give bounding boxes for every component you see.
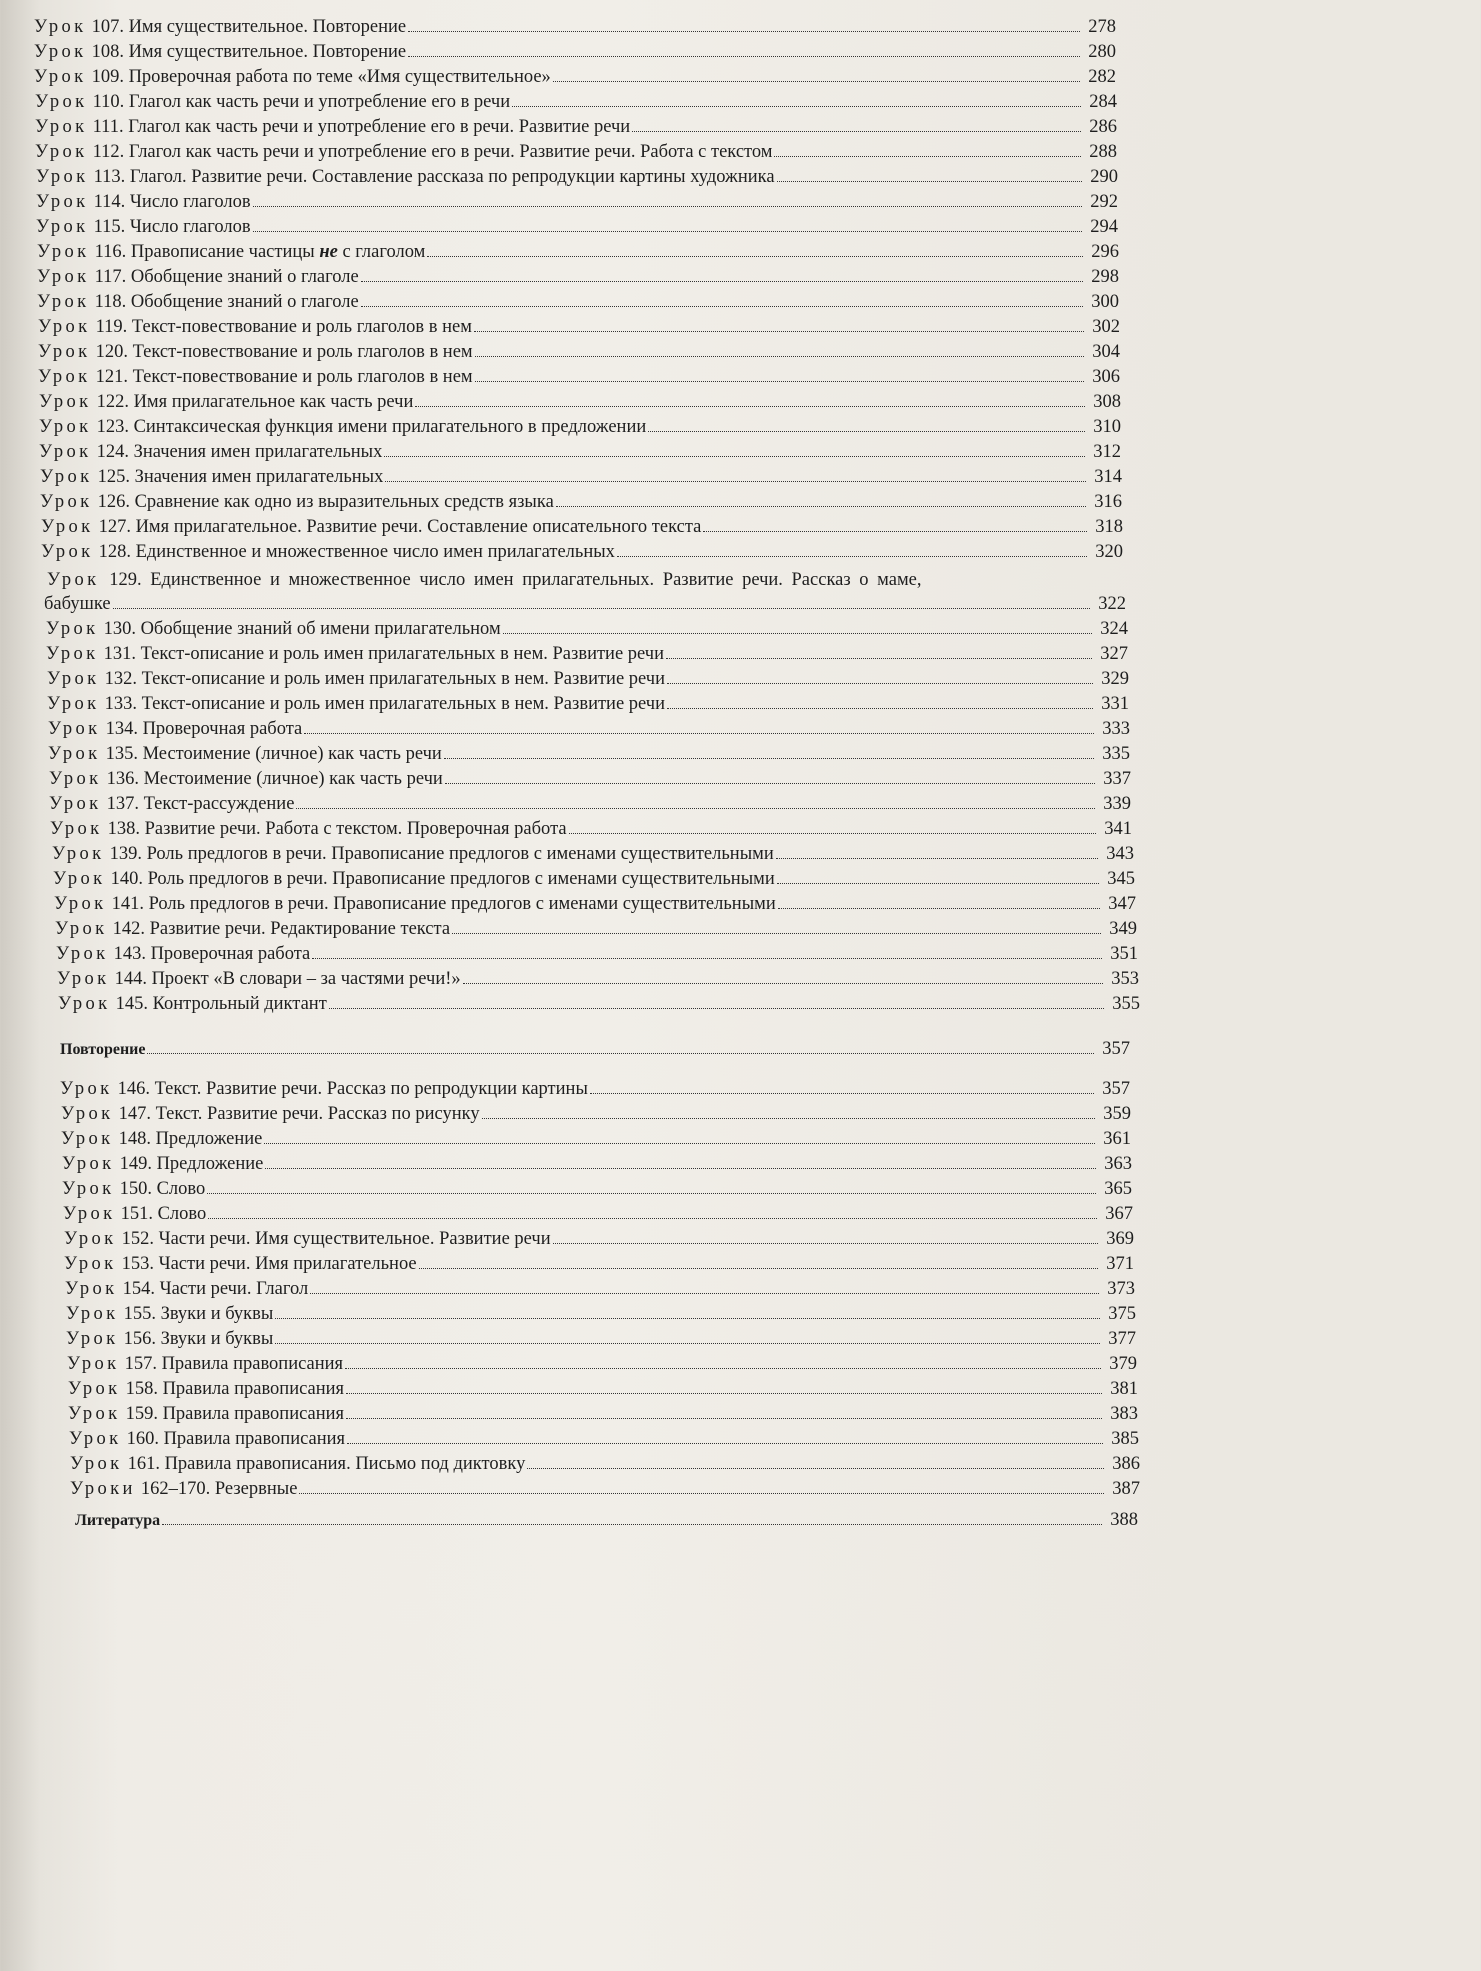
- lesson-title: 122. Имя прилагательное как часть речи: [96, 392, 414, 412]
- lesson-prefix: Урок: [65, 1279, 118, 1299]
- lesson-prefix: Урок: [48, 719, 101, 739]
- leader-dots: [345, 1367, 1101, 1369]
- lesson-prefix: Урок: [66, 1304, 119, 1324]
- lesson-prefix: Урок: [41, 517, 94, 537]
- leader-dots: [384, 455, 1085, 457]
- lesson-title: 140. Роль предлогов в речи. Правописание предлогов с именами существительными: [110, 869, 775, 889]
- page-number: 367: [1105, 1204, 1133, 1224]
- lesson-prefix: Урок: [36, 167, 89, 187]
- page-number: 306: [1092, 367, 1120, 387]
- lesson-prefix: Урок: [50, 819, 103, 839]
- lesson-prefix: Урок: [47, 570, 100, 590]
- lesson-title: 133. Текст-описание и роль имен прилагательных в нем. Развитие речи: [104, 694, 665, 714]
- leader-dots: [162, 1523, 1102, 1525]
- leader-dots: [777, 882, 1099, 884]
- toc-entry-147: [61, 1102, 1131, 1126]
- page-number: 278: [1088, 17, 1116, 37]
- lesson-title-continued: бабушке: [44, 594, 111, 614]
- page-number: 286: [1089, 117, 1117, 137]
- page-number: 333: [1102, 719, 1130, 739]
- lesson-prefix: Урок: [58, 994, 111, 1014]
- toc-entry-116: [37, 240, 1119, 264]
- toc-entry-149: [62, 1152, 1132, 1176]
- lesson-prefix: Урок: [69, 1429, 122, 1449]
- toc-entry-150: [62, 1177, 1132, 1201]
- leader-dots: [253, 230, 1082, 232]
- lesson-prefix: Урок: [36, 217, 89, 237]
- lesson-prefix: Урок: [34, 17, 87, 37]
- lesson-prefix: Урок: [60, 1079, 113, 1099]
- leader-dots: [264, 1142, 1095, 1144]
- toc-entry-121: [38, 365, 1120, 389]
- page-number: 347: [1108, 894, 1136, 914]
- lesson-title: 113. Глагол. Развитие речи. Составление рассказа по репродукции картины художника: [93, 167, 775, 187]
- toc-entry-132: [47, 667, 1129, 691]
- toc-entry-141: [54, 892, 1136, 916]
- page-number: 300: [1091, 292, 1119, 312]
- page-number: 280: [1088, 42, 1116, 62]
- lesson-title: 145. Контрольный диктант: [115, 994, 327, 1014]
- toc-entry-158: [68, 1377, 1138, 1401]
- leader-dots: [347, 1442, 1103, 1444]
- lesson-title: 137. Текст-рассуждение: [106, 794, 295, 814]
- lesson-prefix: Урок: [53, 869, 106, 889]
- page-number: 310: [1093, 417, 1121, 437]
- toc-entry-124: [39, 440, 1121, 464]
- lesson-title: 111. Глагол как часть речи и употребление его в речи. Развитие речи: [92, 117, 631, 137]
- leader-dots: [346, 1417, 1102, 1419]
- toc-entry-108: [34, 40, 1116, 64]
- leader-dots: [361, 280, 1083, 282]
- lesson-prefix: Урок: [38, 317, 91, 337]
- toc-entry-146: [60, 1077, 1130, 1101]
- lesson-title: 126. Сравнение как одно из выразительных средств языка: [97, 492, 554, 512]
- lesson-prefix: Урок: [67, 1354, 120, 1374]
- lesson-title: 127. Имя прилагательное. Развитие речи. Составление описательного текста: [98, 517, 702, 537]
- toc-entry-155: [66, 1302, 1136, 1326]
- page-number: 375: [1108, 1304, 1136, 1324]
- page-number: 349: [1109, 919, 1137, 939]
- lesson-prefix: Урок: [62, 1179, 115, 1199]
- page-number: 327: [1100, 644, 1128, 664]
- lesson-title: 130. Обобщение знаний об имени прилагательном: [103, 619, 501, 639]
- toc-entry-159: [68, 1402, 1138, 1426]
- lesson-title: 161. Правила правописания. Письмо под диктовку: [127, 1454, 526, 1474]
- toc-entry-127: [41, 515, 1123, 539]
- lesson-prefix: Урок: [63, 1204, 116, 1224]
- lesson-title: 116. Правописание частицы не с глаголом: [94, 242, 426, 262]
- page-number: 322: [1098, 594, 1126, 614]
- toc-entry-120: [38, 340, 1120, 364]
- lesson-prefix: Урок: [64, 1254, 117, 1274]
- toc-entry-125: [40, 465, 1122, 489]
- leader-dots: [553, 80, 1080, 82]
- toc-entry-107: [34, 15, 1116, 39]
- toc-entry-115: [36, 215, 1118, 239]
- lesson-title: 124. Значения имен прилагательных: [96, 442, 383, 462]
- leader-dots: [556, 505, 1086, 507]
- lesson-prefix: Урок: [56, 944, 109, 964]
- leader-dots: [452, 932, 1101, 934]
- toc-entry-130: [46, 617, 1128, 641]
- toc-entry-129-line2: [44, 592, 1126, 616]
- leader-dots: [265, 1167, 1096, 1169]
- lesson-title: 114. Число глаголов: [93, 192, 251, 212]
- page-number: 359: [1103, 1104, 1131, 1124]
- page-number: 369: [1106, 1229, 1134, 1249]
- lesson-prefix: Урок: [55, 919, 108, 939]
- lesson-prefix: Урок: [39, 392, 92, 412]
- page-number: 339: [1103, 794, 1131, 814]
- page-number: 302: [1092, 317, 1120, 337]
- toc-entry-161: [70, 1452, 1140, 1476]
- lesson-prefix: Урок: [34, 42, 87, 62]
- page-number: 373: [1107, 1279, 1135, 1299]
- page-number: 304: [1092, 342, 1120, 362]
- leader-dots: [569, 832, 1096, 834]
- lesson-prefix: Урок: [68, 1404, 121, 1424]
- lesson-prefix: Урок: [48, 744, 101, 764]
- page-number: 284: [1089, 92, 1117, 112]
- lesson-title: 138. Развитие речи. Работа с текстом. Проверочная работа: [107, 819, 567, 839]
- toc-entry-148: [61, 1127, 1131, 1151]
- lesson-title: 107. Имя существительное. Повторение: [91, 17, 407, 37]
- toc-entry-131: [46, 642, 1128, 666]
- leader-dots: [667, 707, 1093, 709]
- lesson-title: 155. Звуки и буквы: [123, 1304, 274, 1324]
- leader-dots: [361, 305, 1083, 307]
- page-number: 371: [1106, 1254, 1134, 1274]
- page-number: 308: [1093, 392, 1121, 412]
- toc-entry-111: [35, 115, 1117, 139]
- page-number: 387: [1112, 1479, 1140, 1499]
- toc-section-review: [60, 1037, 1130, 1061]
- leader-dots: [253, 205, 1082, 207]
- lesson-title: 112. Глагол как часть речи и употребление его в речи. Развитие речи. Работа с текстом: [92, 142, 773, 162]
- lesson-title: 128. Единственное и множественное число имен прилагательных: [98, 542, 615, 562]
- lesson-title: 154. Части речи. Глагол: [122, 1279, 309, 1299]
- leader-dots: [304, 732, 1094, 734]
- toc-entry-138: [50, 817, 1132, 841]
- lesson-title: 139. Роль предлогов в речи. Правописание предлогов с именами существительными: [109, 844, 774, 864]
- lesson-prefix: Урок: [46, 644, 99, 664]
- lesson-title: 121. Текст-повествование и роль глаголов в нем: [95, 367, 473, 387]
- toc-entry-123: [39, 415, 1121, 439]
- lesson-title: 134. Проверочная работа: [105, 719, 303, 739]
- toc-entry-114: [36, 190, 1118, 214]
- lesson-title: 119. Текст-повествование и роль глаголов в нем: [95, 317, 472, 337]
- toc-entry-142: [55, 917, 1137, 941]
- lesson-prefix: Урок: [49, 769, 102, 789]
- lesson-title: 110. Глагол как часть речи и употребление его в речи: [92, 92, 511, 112]
- page-number: 361: [1103, 1129, 1131, 1149]
- toc-entry-118: [37, 290, 1119, 314]
- lesson-prefix: Урок: [38, 367, 91, 387]
- lesson-prefix: Уроки: [70, 1479, 136, 1499]
- lesson-prefix: Урок: [66, 1329, 119, 1349]
- toc-entry-151: [63, 1202, 1133, 1226]
- leader-dots: [310, 1292, 1099, 1294]
- toc-entry-143: [56, 942, 1138, 966]
- toc-entry-153: [64, 1252, 1134, 1276]
- lesson-title: 162–170. Резервные: [140, 1479, 298, 1499]
- page-number: 324: [1100, 619, 1128, 639]
- toc-entry-162-170: [70, 1477, 1140, 1501]
- leader-dots: [482, 1117, 1095, 1119]
- lesson-prefix: Урок: [57, 969, 110, 989]
- lesson-prefix: Урок: [61, 1104, 114, 1124]
- lesson-prefix: Урок: [40, 467, 93, 487]
- lesson-prefix: Урок: [35, 142, 88, 162]
- page-number: 292: [1090, 192, 1118, 212]
- toc-entry-154: [65, 1277, 1135, 1301]
- section-title: Литература: [75, 1512, 161, 1529]
- lesson-title: 123. Синтаксическая функция имени прилагательного в предложении: [96, 417, 647, 437]
- page-number: 381: [1110, 1379, 1138, 1399]
- toc-entry-140: [53, 867, 1135, 891]
- page-number: 355: [1112, 994, 1140, 1014]
- leader-dots: [419, 1267, 1098, 1269]
- leader-dots: [648, 430, 1085, 432]
- toc-entry-113: [36, 165, 1118, 189]
- page-number: 335: [1102, 744, 1130, 764]
- toc-entry-157: [67, 1352, 1137, 1376]
- page-number: 341: [1104, 819, 1132, 839]
- leader-dots: [666, 657, 1092, 659]
- lesson-title: 132. Текст-описание и роль имен прилагательных в нем. Развитие речи: [104, 669, 665, 689]
- page-number: 290: [1090, 167, 1118, 187]
- lesson-title: 146. Текст. Развитие речи. Рассказ по репродукции картины: [117, 1079, 588, 1099]
- leader-dots: [415, 405, 1085, 407]
- leader-dots: [503, 632, 1092, 634]
- lesson-prefix: Урок: [49, 794, 102, 814]
- lesson-prefix: Урок: [37, 242, 90, 262]
- leader-dots: [346, 1392, 1102, 1394]
- toc-section-literature: [75, 1508, 1138, 1532]
- lesson-prefix: Урок: [47, 669, 100, 689]
- page-number: 345: [1107, 869, 1135, 889]
- leader-dots: [208, 1217, 1097, 1219]
- lesson-title: 150. Слово: [119, 1179, 206, 1199]
- lesson-prefix: Урок: [37, 292, 90, 312]
- page-number: 316: [1094, 492, 1122, 512]
- lesson-prefix: Урок: [40, 492, 93, 512]
- lesson-title: 109. Проверочная работа по теме «Имя существительное»: [91, 67, 551, 87]
- page-number: 385: [1111, 1429, 1139, 1449]
- lesson-title: 142. Развитие речи. Редактирование текста: [112, 919, 451, 939]
- toc-entry-129-line1: [47, 568, 1127, 592]
- leader-dots: [463, 982, 1103, 984]
- leader-dots: [113, 607, 1090, 609]
- leader-dots: [408, 55, 1080, 57]
- page-number: 288: [1089, 142, 1117, 162]
- leader-dots: [590, 1092, 1094, 1094]
- page-number: 282: [1088, 67, 1116, 87]
- lesson-prefix: Урок: [38, 342, 91, 362]
- lesson-title: 129. Единственное и множественное число имен прилагательных. Развитие речи. Рассказ о маме,: [109, 570, 922, 590]
- lesson-prefix: Урок: [35, 117, 88, 137]
- page-number: 314: [1094, 467, 1122, 487]
- page-number: 363: [1104, 1154, 1132, 1174]
- leader-dots: [275, 1342, 1100, 1344]
- page-number: 365: [1104, 1179, 1132, 1199]
- page-number: 357: [1102, 1079, 1130, 1099]
- page-number: 377: [1108, 1329, 1136, 1349]
- lesson-prefix: Урок: [37, 267, 90, 287]
- page-number: 357: [1102, 1039, 1130, 1059]
- toc-entry-119: [38, 315, 1120, 339]
- lesson-prefix: Урок: [36, 192, 89, 212]
- leader-dots: [147, 1052, 1094, 1054]
- lesson-title: 120. Текст-повествование и роль глаголов в нем: [95, 342, 473, 362]
- lesson-prefix: Урок: [35, 92, 88, 112]
- page-number: 312: [1093, 442, 1121, 462]
- toc-entry-137: [49, 792, 1131, 816]
- toc-entry-126: [40, 490, 1122, 514]
- leader-dots: [385, 480, 1086, 482]
- leader-dots: [207, 1192, 1096, 1194]
- toc-entry-136: [49, 767, 1131, 791]
- leader-dots: [444, 757, 1094, 759]
- leader-dots: [408, 30, 1080, 32]
- page-number: 298: [1091, 267, 1119, 287]
- lesson-title: 157. Правила правописания: [124, 1354, 344, 1374]
- page-number: 318: [1095, 517, 1123, 537]
- toc-entry-152: [64, 1227, 1134, 1251]
- lesson-prefix: Урок: [70, 1454, 123, 1474]
- toc-entry-144: [57, 967, 1139, 991]
- lesson-title: 108. Имя существительное. Повторение: [91, 42, 407, 62]
- toc-entry-145: [58, 992, 1140, 1016]
- leader-dots: [703, 530, 1087, 532]
- lesson-title: 156. Звуки и буквы: [123, 1329, 274, 1349]
- lesson-title: 147. Текст. Развитие речи. Рассказ по рисунку: [118, 1104, 480, 1124]
- leader-dots: [527, 1467, 1104, 1469]
- page-number: 294: [1090, 217, 1118, 237]
- toc-entry-134: [48, 717, 1130, 741]
- lesson-prefix: Урок: [46, 619, 99, 639]
- leader-dots: [296, 807, 1095, 809]
- toc-entry-109: [34, 65, 1116, 89]
- lesson-title: 158. Правила правописания: [125, 1379, 345, 1399]
- page-number: 353: [1111, 969, 1139, 989]
- page-number: 331: [1101, 694, 1129, 714]
- page-number: 379: [1109, 1354, 1137, 1374]
- lesson-title: 115. Число глаголов: [93, 217, 251, 237]
- toc-entry-160: [69, 1427, 1139, 1451]
- lesson-title: 117. Обобщение знаний о глаголе: [94, 267, 359, 287]
- leader-dots: [299, 1492, 1104, 1494]
- lesson-prefix: Урок: [52, 844, 105, 864]
- lesson-title: 151. Слово: [120, 1204, 207, 1224]
- lesson-title: 125. Значения имен прилагательных: [97, 467, 384, 487]
- lesson-title: 135. Местоимение (личное) как часть речи: [105, 744, 442, 764]
- page-number: 351: [1110, 944, 1138, 964]
- leader-dots: [632, 130, 1081, 132]
- page-number: 320: [1095, 542, 1123, 562]
- lesson-prefix: Урок: [62, 1154, 115, 1174]
- page-number: 337: [1103, 769, 1131, 789]
- toc-entry-110: [35, 90, 1117, 114]
- lesson-prefix: Урок: [61, 1129, 114, 1149]
- lesson-title: 141. Роль предлогов в речи. Правописание предлогов с именами существительными: [111, 894, 776, 914]
- leader-dots: [777, 180, 1082, 182]
- leader-dots: [617, 555, 1087, 557]
- toc-entry-156: [66, 1327, 1136, 1351]
- lesson-title: 153. Части речи. Имя прилагательное: [121, 1254, 417, 1274]
- leader-dots: [774, 155, 1081, 157]
- lesson-title: 152. Части речи. Имя существительное. Развитие речи: [121, 1229, 551, 1249]
- lesson-title: 131. Текст-описание и роль имен прилагательных в нем. Развитие речи: [103, 644, 664, 664]
- lesson-prefix: Урок: [68, 1379, 121, 1399]
- lesson-title: 136. Местоимение (личное) как часть речи: [106, 769, 443, 789]
- section-title: Повторение: [60, 1041, 146, 1058]
- leader-dots: [553, 1242, 1098, 1244]
- toc-entry-133: [47, 692, 1129, 716]
- leader-dots: [312, 957, 1102, 959]
- page-number: 343: [1106, 844, 1134, 864]
- page-number: 329: [1101, 669, 1129, 689]
- lesson-prefix: Урок: [54, 894, 107, 914]
- page-number: 383: [1110, 1404, 1138, 1424]
- lesson-title: 148. Предложение: [118, 1129, 263, 1149]
- leader-dots: [427, 255, 1083, 257]
- lesson-prefix: Урок: [41, 542, 94, 562]
- lesson-prefix: Урок: [39, 442, 92, 462]
- page-number: 388: [1110, 1510, 1138, 1530]
- lesson-title: 160. Правила правописания: [126, 1429, 346, 1449]
- leader-dots: [776, 857, 1098, 859]
- toc-entry-128: [41, 540, 1123, 564]
- lesson-title: 144. Проект «В словари – за частями речи!»: [114, 969, 461, 989]
- leader-dots: [329, 1007, 1104, 1009]
- lesson-title: 143. Проверочная работа: [113, 944, 311, 964]
- lesson-title: 159. Правила правописания: [125, 1404, 345, 1424]
- leader-dots: [512, 105, 1081, 107]
- leader-dots: [667, 682, 1093, 684]
- page-number: 386: [1112, 1454, 1140, 1474]
- page-number: 296: [1091, 242, 1119, 262]
- leader-dots: [475, 355, 1084, 357]
- lesson-prefix: Урок: [64, 1229, 117, 1249]
- leader-dots: [475, 380, 1084, 382]
- toc-entry-122: [39, 390, 1121, 414]
- lesson-title: 118. Обобщение знаний о глаголе: [94, 292, 359, 312]
- toc-entry-135: [48, 742, 1130, 766]
- leader-dots: [778, 907, 1100, 909]
- toc-entry-112: [35, 140, 1117, 164]
- leader-dots: [275, 1317, 1100, 1319]
- toc-entry-117: [37, 265, 1119, 289]
- leader-dots: [474, 330, 1084, 332]
- toc-entry-139: [52, 842, 1134, 866]
- lesson-title: 149. Предложение: [119, 1154, 264, 1174]
- leader-dots: [445, 782, 1095, 784]
- lesson-prefix: Урок: [39, 417, 92, 437]
- lesson-prefix: Урок: [34, 67, 87, 87]
- lesson-prefix: Урок: [47, 694, 100, 714]
